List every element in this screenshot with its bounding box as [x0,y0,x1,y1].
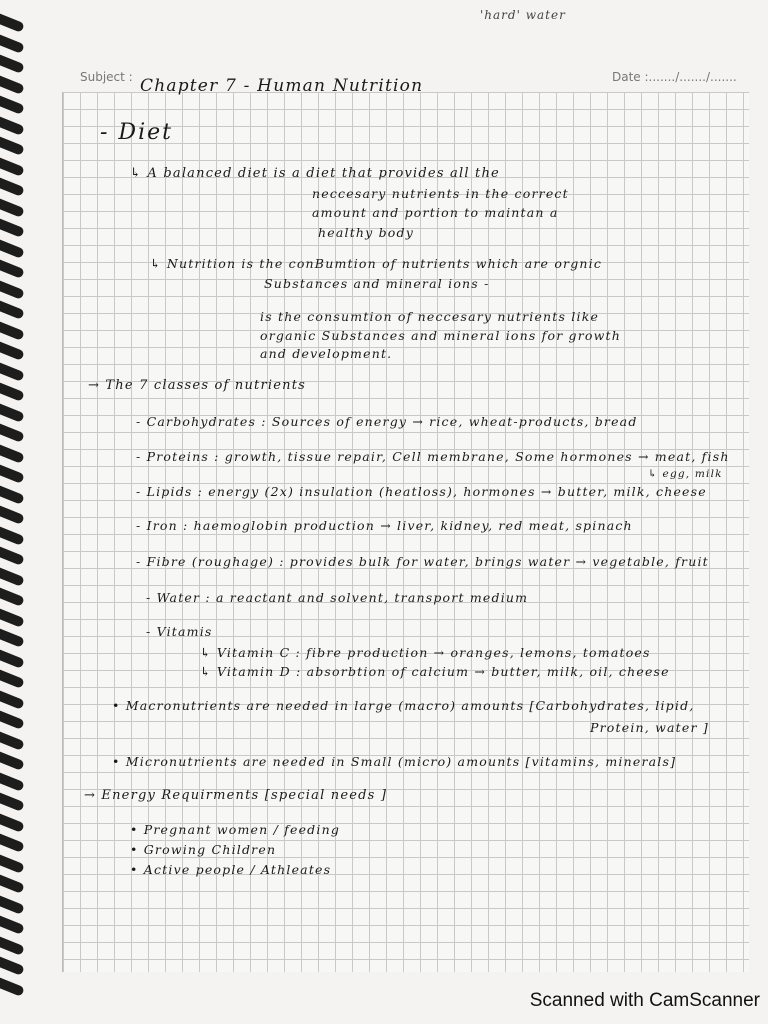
spiral-ring [0,300,25,320]
spiral-ring [0,136,25,156]
spiral-ring [0,505,25,525]
spiral-ring [0,587,25,607]
spiral-ring [0,54,25,74]
spiral-ring [0,341,25,361]
note-line: ↳ Nutrition is the conBumtion of nutrients which are orgnic [150,256,603,271]
note-line: ↳ A balanced diet is a diet that provides all the [130,166,500,181]
note-line: and development. [260,346,393,361]
spiral-ring [0,464,25,484]
spiral-ring [0,382,25,402]
spiral-ring [0,813,25,833]
spiral-ring [0,915,25,935]
spiral-ring [0,751,25,771]
spiral-ring [0,526,25,546]
note-line: amount and portion to maintan a [312,205,559,220]
spiral-ring [0,977,25,997]
spiral-ring [0,198,25,218]
spiral-ring [0,280,25,300]
spiral-ring [0,874,25,894]
spiral-ring [0,649,25,669]
page-title: Chapter 7 - Human Nutrition [140,76,424,96]
spiral-ring [0,13,25,33]
spiral-ring [0,710,25,730]
spiral-ring [0,157,25,177]
spiral-ring [0,772,25,792]
spiral-ring [0,362,25,382]
nutrient-lipids: - Lipids : energy (2x) insulation (heatloss), hormones → butter, milk, cheese [136,484,707,499]
note-line: is the consumtion of neccesary nutrients like [260,309,600,324]
spiral-ring [0,546,25,566]
spiral-ring [0,116,25,136]
spiral-ring [0,444,25,464]
note-line: healthy body [318,225,414,240]
spiral-ring [0,239,25,259]
note-line: neccesary nutrients in the correct [312,186,569,201]
spiral-ring [0,792,25,812]
note-line: Substances and mineral ions - [264,276,490,291]
energy-item: • Growing Children [130,842,277,857]
macronutrients-line: • Macronutrients are needed in large (macro) amounts [Carbohydrates, lipid, [112,698,695,713]
spiral-ring [0,75,25,95]
energy-item: • Pregnant women / feeding [130,822,341,837]
nutrient-water: - Water : a reactant and solvent, transport medium [146,590,529,605]
nutrient-proteins: - Proteins : growth, tissue repair, Cell membrane, Some hormones → meat, fish [136,449,730,464]
spiral-ring [0,690,25,710]
spiral-ring [0,321,25,341]
subject-label: Subject : [80,70,133,84]
spiral-ring [0,177,25,197]
spiral-ring [0,936,25,956]
spiral-ring [0,34,25,54]
spiral-ring [0,403,25,423]
nutrient-iron: - Iron : haemoglobin production → liver, kidney, red meat, spinach [136,518,633,533]
macronutrients-line: Protein, water ] [590,720,709,735]
spiral-ring [0,608,25,628]
top-margin-note: 'hard' water [480,8,566,22]
spiral-ring [0,854,25,874]
spiral-ring [0,833,25,853]
nutrient-carbohydrates: - Carbohydrates : Sources of energy → rice, wheat-products, bread [136,414,638,429]
spiral-ring [0,669,25,689]
spiral-ring [0,218,25,238]
energy-item: • Active people / Athleates [130,862,332,877]
spiral-ring [0,95,25,115]
spiral-ring [0,423,25,443]
spiral-ring [0,895,25,915]
nutrient-fibre: - Fibre (roughage) : provides bulk for water, brings water → vegetable, fruit [136,554,709,569]
notebook-spiral-binding [0,0,26,1000]
spiral-ring [0,628,25,648]
camscanner-watermark: Scanned with CamScanner [529,990,760,1011]
section-heading-diet: - Diet [100,120,173,145]
spiral-ring [0,567,25,587]
date-label: Date :......./......./....... [612,70,737,84]
spiral-ring [0,956,25,976]
vitamin-c: ↳ Vitamin C : fibre production → oranges, lemons, tomatoes [200,645,651,660]
spiral-ring [0,259,25,279]
spiral-ring [0,485,25,505]
spiral-ring [0,731,25,751]
vitamin-d: ↳ Vitamin D : absorbtion of calcium → butter, milk, oil, cheese [200,664,670,679]
nutrient-proteins-extra: ↳ egg, milk [648,468,723,480]
nutrient-vitamins: - Vitamis [146,624,213,639]
micronutrients-line: • Micronutrients are needed in Small (micro) amounts [vitamins, minerals] [112,754,677,769]
section-heading-classes: → The 7 classes of nutrients [88,378,306,393]
note-line: organic Substances and mineral ions for growth [260,328,622,343]
section-heading-energy: → Energy Requirments [special needs ] [84,788,388,803]
